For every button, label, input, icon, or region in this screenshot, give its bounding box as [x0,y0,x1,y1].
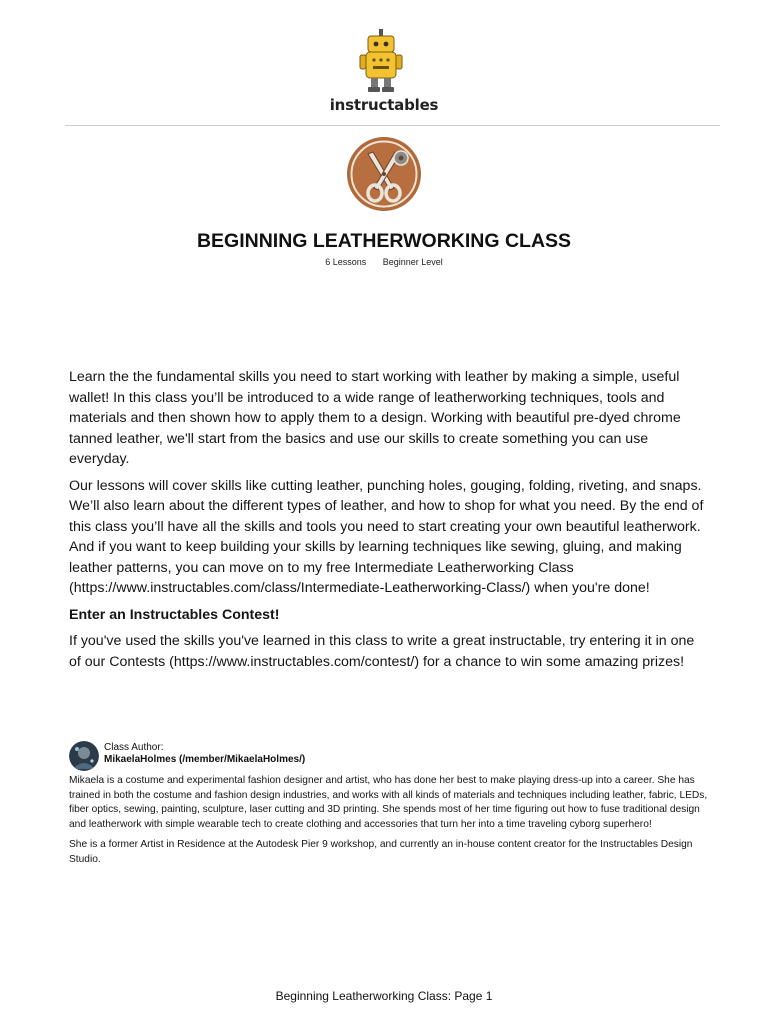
author-bio [69,774,709,873]
author-label: Class Author: [104,742,164,753]
header-divider [65,125,720,126]
bio-paragraph: Mikaela is a costume and experimental fashion designer and artist, who has done her best to make playing dress-up into a career. She has trained in both the costume and fashion design industries, and works with all kinds of materials and techniques including leather, fabric, LEDs, fiber optics, sewing, painting, sculpture, laser cutting and 3D printing. She spends most of her time figuring out how to fuse traditional design and leatherwork with simple wearable tech to create clothing and accessories that turn her into a time traveling cyborg superhero! [69,775,708,830]
page-footer: Beginning Leatherworking Class: Page 1 [275,989,493,1003]
lesson-count: 6 Lessons [325,257,367,267]
avatar[interactable] [69,741,99,771]
description-paragraph: Our lessons will cover skills like cutting leather, punching holes, gouging, folding, riveting, and snaps. We’ll also learn about the different types of leather, and how to shop for what you need. By the end of this class you’ll have all the skills and tools you need to start creating your own beautiful leatherwork. And if you want to keep building your skills by learning techniques like sewing, gluing, and making leather patterns, you can move on to my free Intermediate Leatherworking Class (https://www.instructables.com/class/Intermediate-Leatherworking-Class/) when you're done! [69,477,704,596]
description-paragraph: Learn the the fundamental skills you need to start working with leather by making a simple, useful wallet! In this class you’ll be introduced to a wide range of leatherworking techniques, tools and materials and then shown how to apply them to a design. Working with beautiful pre-dyed chrome tanned leather, we'll start from the basics and use our skills to create something you can use everyday. [69,369,681,467]
contest-heading: Enter an Instructables Contest! [69,606,280,623]
class-description [69,367,709,678]
class-meta [0,257,768,267]
author-name-link[interactable]: MikaelaHolmes (/member/MikaelaHolmes/) [104,754,306,765]
instructables-wordmark[interactable]: instructables [329,96,439,114]
leather-scissors-badge-icon [346,136,422,212]
page-header [0,0,768,126]
instructables-robot-icon[interactable] [352,28,412,94]
class-title: BEGINNING LEATHERWORKING CLASS [196,230,572,252]
skill-level: Beginner Level [382,257,443,267]
bio-paragraph: She is a former Artist in Residence at the Autodesk Pier 9 workshop, and currently an in-house content creator for the Instructables Design Studio. [69,839,693,865]
contest-paragraph: If you've used the skills you've learned in this class to write a great instructable, try entering it in one of our Contests (https://www.instructables.com/contest/) for a chance to win some amazing prizes! [69,633,695,670]
